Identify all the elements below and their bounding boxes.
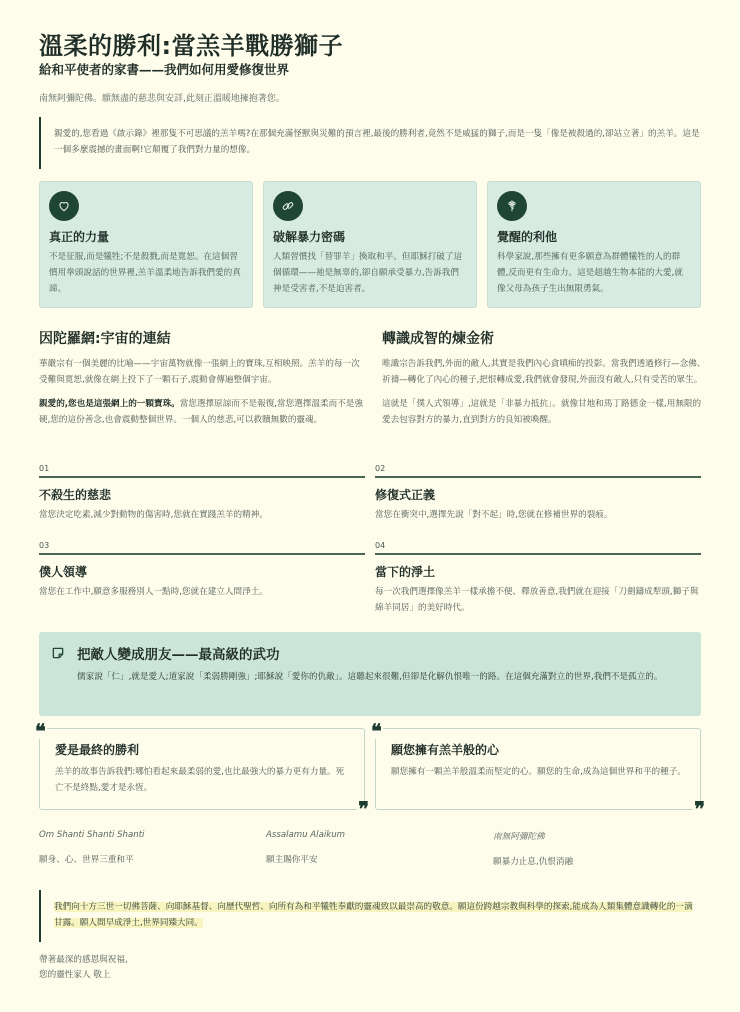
emphasis-text: 親愛的,您也是這張網上的一顆寶珠。	[39, 399, 180, 409]
divider	[39, 476, 365, 478]
divider	[39, 553, 365, 555]
greeting: 南無阿彌陀佛。願無盡的慈悲與安詳,此刻正溫暖地擁抱著您。	[39, 94, 285, 104]
blessing-translation: 願主賜你平安	[266, 855, 318, 865]
signoff-line: 帶著最深的感恩與祝福,	[39, 955, 128, 965]
section-alchemy	[382, 328, 707, 428]
heart-icon	[49, 191, 79, 221]
section-paragraph: 唯識宗告訴我們,外面的敵人,其實是我們內心貪嗔痴的投影。當我們透過修行—念佛、祈禱—轉化了內心的種子,把恨轉成愛,我們就會發現,外面沒有敵人,只有受苦的眾生。	[382, 359, 706, 385]
section-paragraph	[39, 396, 364, 428]
action-item	[39, 541, 365, 600]
divider	[375, 553, 701, 555]
action-title: 不殺生的慈悲	[39, 488, 112, 502]
open-quote-icon: ❝	[371, 719, 382, 743]
blessings-row	[39, 830, 701, 870]
section-paragraph: 這就是「僕人式領導」,這就是「非暴力抵抗」。就像甘地和馬丁路德金一樣,用無限的愛去包容對方的暴力,直到對方的良知被喚醒。	[382, 399, 702, 425]
quote-card	[35, 719, 369, 821]
action-title: 當下的淨土	[375, 565, 436, 579]
action-number: 02	[375, 464, 386, 473]
card-body: 科學家說,那些擁有更多願意為群體犧牲的人的群體,反而更有生命力。這是超越生物本能的大愛,就像父母為孩子生出無限勇氣。	[497, 252, 683, 294]
callout-box	[39, 632, 701, 716]
intro-blockquote: 親愛的,您看過《啟示錄》裡那隻不可思議的羔羊嗎?在那個充滿怪獸與災難的預言裡,最後的勝利者,竟然不是威猛的獅子,而是一隻「像是被殺過的,卻站立著」的羔羊。這是一個多麼震撼的畫面啊!它顛覆了我們對力量的想像。	[39, 117, 701, 169]
action-item	[375, 464, 701, 523]
blessing-original: Om Shanti Shanti Shanti	[39, 830, 145, 840]
page-subtitle: 給和平使者的家書——我們如何用愛修復世界	[39, 62, 290, 77]
highlighted-text: 我們向十方三世一切佛菩薩、向耶穌基督、向歷代聖哲、向所有為和平犧牲奉獻的靈魂致以最崇高的敬意。願這份跨越宗教與科學的探索,能成為人類集體意識轉化的一滴甘露。願人間早成淨土,世界同臻大同。	[54, 902, 693, 928]
card-true-power	[39, 181, 253, 308]
action-number: 03	[39, 541, 50, 550]
open-quote-icon: ❝	[35, 719, 46, 743]
card-break-violence	[263, 181, 477, 308]
blessing-translation: 願身、心、世界三重和平	[39, 855, 134, 865]
section-title: 轉識成智的煉金術	[382, 331, 494, 347]
page-title: 溫柔的勝利:當羔羊戰勝獅子	[39, 32, 344, 60]
section-paragraph: 華嚴宗有一個美麗的比喻——宇宙萬物就像一張網上的寶珠,互相映照。羔羊的每一次受難與寬恕,就像在網上投下了一顆石子,震動會傳遍整個宇宙。	[39, 359, 360, 385]
blessing-item	[266, 830, 486, 865]
action-item	[39, 464, 365, 523]
blessing-translation: 願暴力止息,仇恨消融	[493, 857, 574, 867]
link-icon	[273, 191, 303, 221]
note-icon	[51, 646, 65, 660]
card-title: 破解暴力密碼	[273, 230, 346, 244]
signoff-signature: 您的靈性家人 敬上	[39, 970, 111, 980]
card-awakened-altruism	[487, 181, 701, 308]
paragraph-text: 當您選擇原諒而不是報復,當您選擇溫柔而不是強硬,您的這份善念,也會震動整個世界。一個人的慈悲,可以救贖無數的靈魂。	[39, 399, 363, 425]
card-body: 不是征服,而是犧牲;不是殺戮,而是寬恕。在這個習慣用拳頭說話的世界裡,羔羊溫柔地告訴我們愛的真諦。	[49, 252, 241, 294]
blessing-original: Assalamu Alaikum	[266, 830, 346, 840]
quote-body: 羔羊的故事告訴我們:哪怕看起來最柔弱的愛,也比最強大的暴力更有力量。死亡不是終點,愛才是永恆。	[55, 767, 345, 793]
callout-header	[51, 643, 687, 663]
action-body: 每一次我們選擇像羔羊一樣承擔不便、釋放善意,我們就在迎接「刀劍鑄成犁頭,獅子與綿羊同居」的美好時代。	[375, 587, 699, 613]
action-number: 01	[39, 464, 50, 473]
action-body: 當您在衝突中,選擇先說「對不起」時,您就在修補世界的裂痕。	[375, 510, 613, 520]
quote-body: 願您擁有一顆羔羊般溫柔而堅定的心。願您的生命,成為這個世界和平的種子。	[391, 767, 686, 777]
blessing-original: 南無阿彌陀佛	[493, 832, 545, 842]
action-title: 修復式正義	[375, 488, 436, 502]
dedication-blockquote	[39, 890, 701, 942]
blessing-item	[493, 830, 713, 867]
action-number: 04	[375, 541, 386, 550]
concept-cards	[39, 181, 701, 308]
section-indra-net	[39, 328, 364, 428]
action-title: 僕人領導	[39, 565, 88, 579]
section-title: 因陀羅網:宇宙的連結	[39, 331, 171, 347]
action-item	[375, 541, 701, 616]
card-body: 人類習慣找「替罪羊」換取和平。但耶穌打破了這個循環——祂是無辜的,卻自願承受暴力,告訴我們神是受害者,不是迫害者。	[273, 252, 463, 294]
flower-icon	[497, 191, 527, 221]
callout-body: 儒家說「仁」,就是愛人;道家說「柔弱勝剛強」;耶穌說「愛你的仇敵」。這聽起來很難,但卻是化解仇恨唯一的路。在這個充滿對立的世界,我們不是孤立的。	[77, 672, 663, 682]
blessing-item	[39, 830, 259, 865]
divider	[375, 476, 701, 478]
card-title: 覺醒的利他	[497, 230, 558, 244]
card-title: 真正的力量	[49, 230, 110, 244]
quote-title: 愛是最終的勝利	[55, 743, 140, 757]
quote-card	[371, 719, 705, 821]
quote-title: 願您擁有羔羊般的心	[391, 743, 500, 757]
signoff	[39, 953, 128, 983]
close-quote-icon: ❞	[694, 797, 705, 821]
action-body: 當您在工作中,願意多服務別人一點時,您就在建立人間淨土。	[39, 587, 268, 597]
close-quote-icon: ❞	[358, 797, 369, 821]
action-body: 當您決定吃素,減少對動物的傷害時,您就在實踐羔羊的精神。	[39, 510, 268, 520]
callout-title: 把敵人變成朋友——最高級的武功	[77, 647, 280, 663]
